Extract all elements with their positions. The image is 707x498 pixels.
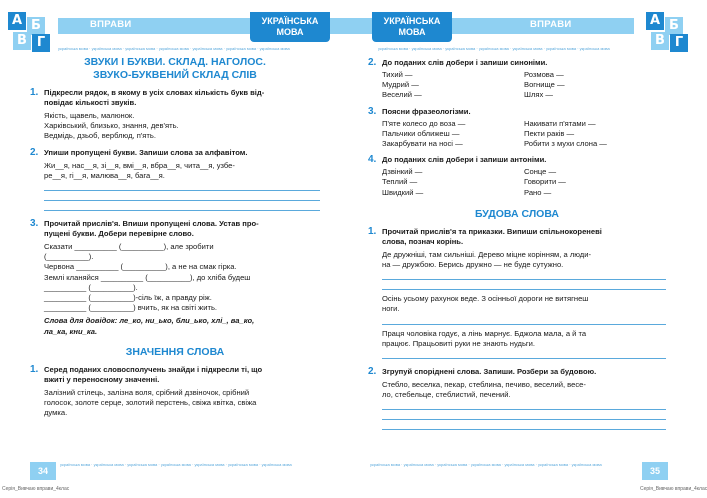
synonyms-grid [368, 70, 666, 101]
body-line: Червона __________ (__________), а не на смак гірка. [44, 262, 237, 272]
word-item: Тихий — [382, 70, 413, 79]
task-text: Поясни фразеологізми. [382, 106, 471, 116]
left-content [30, 56, 320, 418]
body-line: думка. [44, 408, 68, 418]
task-text: пущені букви. Добери перевірне слово. [44, 229, 194, 239]
footer-tech-label: Серія_Вивчаю вправи_4клас [2, 486, 70, 492]
idioms-grid [368, 119, 666, 150]
body-line: __________ (__________)-сіль їж, а правду ріж. [44, 293, 212, 303]
header-exercises-label: ВПРАВИ [530, 19, 572, 30]
task-3 [30, 219, 320, 239]
title-line: ЗВУКИ І БУКВИ. СКЛАД. НАГОЛОС. [84, 56, 266, 68]
task-number: 3. [30, 218, 39, 230]
subject-line2: МОВА [276, 27, 304, 37]
body-line: Залізний стілець, залізна воля, срібний дзвіночок, срібний [44, 387, 250, 397]
body-line: (__________). [44, 252, 94, 262]
task-text: До поданих слів добери і запиши синоніми. [382, 58, 548, 67]
body-line: Осінь усьому рахунок веде. З осінньої дороги не витягнеш [382, 294, 589, 304]
word-item: Пекти раків — [524, 128, 575, 138]
page-number: 34 [30, 462, 56, 480]
logo-cube-v: В [651, 32, 669, 50]
section-title-structure: БУДОВА СЛОВА [475, 207, 559, 220]
word-item: Теплий — [382, 177, 418, 187]
task-number: 2. [368, 57, 377, 68]
body-line: працює. Працьовиті руки не знають нудьги. [382, 338, 536, 348]
writing-line[interactable] [382, 280, 666, 290]
task-text: Прочитай прислів'я та приказки. Випиши спільнокореневі [382, 226, 602, 236]
body-line: Ведмідь, дзьоб, верблюд, п'ять. [44, 131, 156, 141]
hint-line: ла_ка, кни_ка. [44, 326, 98, 336]
task-text: Упиши пропущені букви. Запиши слова за алфавітом. [44, 147, 248, 157]
logo-cube-g: Г [32, 34, 50, 52]
word-item: Дзвінкий — [382, 167, 423, 177]
task-text: вжиті у переносному значенні. [44, 374, 160, 384]
task-antonyms [368, 155, 666, 165]
task-text: слова, познач корінь. [382, 236, 464, 246]
task-number: 2. [30, 146, 39, 158]
task-number: 1. [30, 87, 39, 98]
logo-cube-a: А [8, 12, 26, 30]
body-line: Харківський, близько, знання, дев'ять. [44, 121, 179, 131]
body-line: __________ (__________) вчить, як на світі жить. [44, 303, 218, 313]
subject-tab [250, 12, 330, 42]
word-item: Розмова — [524, 70, 564, 79]
word-item: Говорити — [524, 177, 566, 187]
word-item: Закарбувати на носі — [382, 139, 463, 149]
word-item: Рано — [524, 187, 552, 197]
writing-line[interactable] [382, 420, 666, 430]
body-line: ноги. [382, 304, 400, 314]
task-structure-2 [368, 367, 666, 377]
word-item: Мудрий — [382, 80, 419, 90]
page-number: 35 [642, 462, 668, 480]
header-exercises-label: ВПРАВИ [90, 19, 132, 30]
word-item: Сонце — [524, 167, 557, 177]
right-content [368, 56, 666, 430]
word-item: Веселий — [382, 90, 422, 100]
subject-line1: УКРАЇНСЬКА [261, 16, 319, 26]
task-1 [30, 88, 320, 108]
writing-line[interactable] [382, 410, 666, 420]
task-number: 4. [368, 154, 377, 166]
abvg-logo [646, 12, 690, 50]
title-line: ЗВУКО-БУКВЕНИЙ СКЛАД СЛІВ [93, 69, 257, 81]
header-tiny-strip: українська мова · українська мова · українська мова · українська мова · українська мова · українська мова · українська мова [58, 46, 290, 51]
writing-line[interactable] [44, 181, 320, 191]
logo-cube-b: Б [27, 17, 45, 35]
body-line: Землі кланяйся __________ (__________), до хліба будеш [44, 272, 251, 282]
right-page [350, 0, 707, 498]
task-text: Прочитай прислів'я. Впиши пропущені слова. Устав про- [44, 219, 259, 229]
task-text: Згрупуй споріднені слова. Запиши. Розбери за будовою. [382, 367, 597, 377]
task-number: 3. [368, 105, 377, 117]
logo-cube-b: Б [665, 17, 683, 35]
task-synonyms [368, 58, 666, 68]
body-line: Де дружніші, там сильніші. Дерево міцне корінням, а люди- [382, 249, 591, 259]
body-line: Стебло, веселка, пекар, стеблина, печиво, веселий, весе- [382, 380, 586, 390]
word-item: Пальчики оближеш — [382, 128, 460, 138]
left-page [0, 0, 350, 498]
task-2 [30, 148, 320, 158]
task-text: Серед поданих словосполучень знайди і підкресли ті, що [44, 364, 263, 374]
subject-line1: УКРАЇНСЬКА [383, 16, 441, 26]
word-item: Робити з мухи слона — [524, 139, 607, 149]
body-line: голосок, золоте серце, золотий перстень, свіжа квітка, свіжа [44, 398, 257, 408]
logo-cube-a: А [646, 12, 664, 30]
writing-line[interactable] [382, 400, 666, 410]
word-item: П'яте колесо до воза — [382, 118, 466, 128]
word-item: Шлях — [524, 90, 554, 100]
footer-tiny-strip: українська мова · українська мова · українська мова · українська мова · українська мова · українська мова · українська мова [370, 462, 602, 467]
task-idioms [368, 107, 666, 117]
task-meaning-1 [30, 365, 320, 385]
task-number: 1. [30, 363, 39, 375]
footer-tiny-strip: українська мова · українська мова · українська мова · українська мова · українська мова · українська мова · українська мова [60, 462, 292, 467]
body-line: ло, стебельце, стеблистий, печений. [382, 390, 511, 400]
task-text: До поданих слів добери і запиши антоніми. [382, 155, 547, 165]
section-title-sounds [30, 56, 320, 82]
subject-line2: МОВА [398, 27, 426, 37]
task-structure-1 [368, 227, 666, 247]
word-item: Вогнище — [524, 80, 565, 90]
header-tiny-strip: українська мова · українська мова · українська мова · українська мова · українська мова · українська мова · українська мова [378, 46, 610, 51]
footer-tech-label: Серія_Вивчаю вправи_4клас [640, 486, 707, 492]
body-line: ре__я, гі__я, малюва__я, бага__я. [44, 170, 165, 180]
body-line: __________ (__________). [44, 282, 138, 292]
subject-tab [372, 12, 452, 42]
logo-cube-v: В [13, 32, 31, 50]
writing-line[interactable] [44, 191, 320, 201]
task-text: Підкресли рядок, в якому в усіх словах кількість букв від- [44, 88, 265, 97]
writing-line[interactable] [382, 315, 666, 325]
logo-cube-g: Г [670, 34, 688, 52]
writing-line[interactable] [382, 349, 666, 359]
hint-line: Слова для довідок: ле_ко, ни_ько, бли_ько, хлі_, ва_ко, [44, 316, 255, 326]
word-item: Накивати п'ятами — [524, 118, 596, 128]
task-text: повідає кількості звуків. [44, 98, 137, 107]
task-number: 1. [368, 225, 377, 237]
abvg-logo [8, 12, 52, 50]
section-title-meaning: ЗНАЧЕННЯ СЛОВА [125, 345, 225, 358]
writing-line[interactable] [44, 201, 320, 211]
antonyms-grid [368, 167, 666, 198]
writing-line[interactable] [382, 270, 666, 280]
body-line: Жи__я, нас__я, зі__я, вмі__я, вбра__я, чита__я, узбе- [44, 160, 235, 170]
word-item: Швидкий — [382, 187, 424, 197]
task-number: 2. [368, 366, 377, 378]
body-line: Праця чоловіка годує, а лінь марнує. Бджола мала, а й та [382, 328, 587, 338]
body-line: Якість, щавель, малюнок. [44, 111, 135, 120]
body-line: Сказати __________ (__________), але зробити [44, 242, 214, 252]
body-line: на — дружбою. Берись дружно — не буде сутужно. [382, 260, 564, 270]
